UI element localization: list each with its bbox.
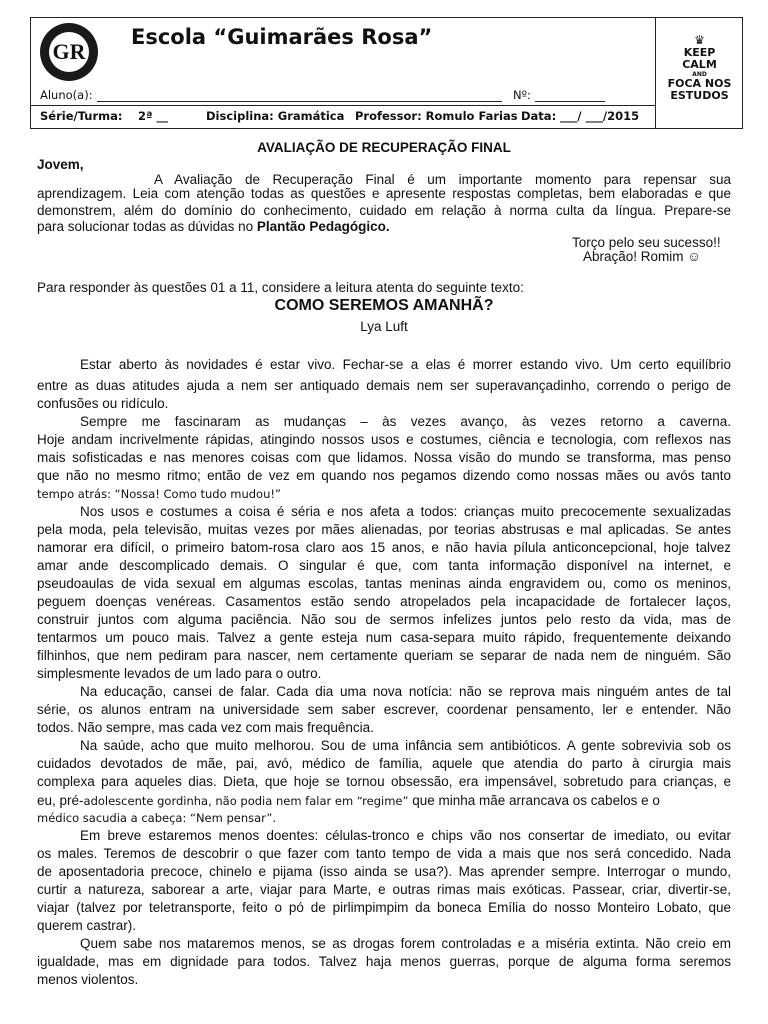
paragraph-line-mixed	[37, 793, 660, 808]
paragraph-line: tempo atrás: “Nossa! Como tudo mudou!”	[37, 487, 281, 501]
paragraph-line: peguem doenças venéreas. Casamentos estão sendo atropelados pela incapacidade de fortalecer laços,	[37, 594, 731, 609]
paragraph-line: filhinhos, que nem pediram para nascer, nem certamente queriam se separar de nada nem de ninguém. São	[37, 648, 731, 663]
paragraph-line: Sempre me fascinaram as mudanças – às vezes avanço, às vezes retorno a caverna.	[80, 414, 731, 429]
numero-input-line[interactable]	[535, 90, 605, 102]
closing-line-1: Torço pelo seu sucesso!!	[572, 235, 721, 250]
intro-line-last-text: para solucionar todas as dúvidas no	[37, 219, 257, 234]
article-author: Lya Luft	[360, 319, 408, 334]
closing-line-2: Abração! Romim ☺	[583, 249, 702, 264]
numero-field	[513, 88, 605, 102]
keep-calm-badge	[657, 20, 742, 102]
paragraph-line: Hoje andam incrivelmente rápidas, atingindo nossos usos e costumes, ciência e tecnologia, com reflexos nas	[37, 432, 731, 447]
serie-label: Série/Turma:	[40, 109, 123, 123]
paragraph-line: que não no mesmo ritmo; então de vez em quando nos pegamos dizendo como nossas mães ou avós tanto	[37, 468, 731, 483]
text-segment: adolescente gordinha, não podia nem falar em “regime”	[83, 794, 409, 808]
paragraph-line: pseudoaulas de vida sexual em algumas escolas, tantas meninas ainda engravidem ou, como os meninos,	[37, 576, 731, 591]
serie-value: 2ª __	[138, 109, 168, 123]
paragraph-line: Quem sabe nos mataremos menos, se as drogas forem controladas e a miséria extinta. Não creio em	[80, 936, 731, 951]
aluno-label: Aluno(a):	[40, 88, 93, 102]
paragraph-line: Nos usos e costumes a coisa é séria e nos afeta a todos: crianças muito precocemente sexualizadas	[80, 504, 731, 519]
paragraph-line: igualdade, mas em dignidade para todos. Talvez haja menos guerras, porque de alguma forma seremos	[37, 954, 731, 969]
paragraph-line: simplesmente levados de um lado para o outro.	[37, 666, 322, 681]
paragraph-line: de aposentadoria precoce, chinelo e pijama (isso ainda se usa?). Mas aprender sempre. Interrogar o mundo,	[37, 864, 731, 879]
header-row-line	[31, 105, 655, 106]
exam-title: AVALIAÇÃO DE RECUPERAÇÃO FINAL	[257, 140, 511, 155]
aluno-field	[40, 88, 502, 102]
school-logo	[40, 23, 98, 81]
paragraph-line: namorar era difícil, o primeiro batom-rosa claro aos 15 anos, e não havia pílula anticoncepcional, hoje talvez	[37, 540, 731, 555]
keep-calm-line-5: ESTUDOS	[670, 89, 729, 102]
professor: Professor: Romulo Farias	[355, 109, 518, 123]
instruction: Para responder às questões 01 a 11, considere a leitura atenta do seguinte texto:	[37, 280, 524, 295]
numero-label: Nº:	[513, 88, 531, 102]
header-divider	[655, 18, 656, 128]
aluno-input-line[interactable]	[97, 90, 502, 102]
school-name: Escola “Guimarães Rosa”	[131, 25, 433, 49]
paragraph-line: menos violentos.	[37, 972, 139, 987]
disciplina: Disciplina: Gramática	[206, 109, 345, 123]
paragraph-line: confusões ou ridículo.	[37, 396, 169, 411]
paragraph-line: viajar (talvez por teletransporte, feito o pó de pirlimpimpim da boneca Emília do nosso Monteiro Lobato, que	[37, 900, 731, 915]
paragraph-line: médico sacudia a cabeça: “Nem pensar”.	[37, 811, 277, 825]
plantao-pedagogico: Plantão Pedagógico.	[256, 219, 390, 234]
paragraph-line: os males. Teremos de descobrir o que fazer com tanto tempo de vida a mais que nos será concedido. Nada	[37, 846, 731, 861]
paragraph-line: Estar aberto às novidades é estar vivo. Fechar-se a elas é morrer estando vivo. Um certo equilíbrio	[80, 357, 731, 372]
paragraph-line: série, os alunos entram na universidade sem saber escrever, coordenar pensamento, ler e entender. Não	[37, 702, 731, 717]
intro-line: demonstrem, além do domínio do conhecimento, cuidado em relação à norma culta da língua. Prepare-se	[37, 203, 731, 218]
intro-line-last	[37, 219, 390, 234]
paragraph-line: Na saúde, acho que muito melhorou. Sou de uma infância sem antibióticos. A gente sobrevivia sob os	[80, 738, 731, 753]
header-box	[30, 17, 743, 129]
paragraph-line: pela moda, pela televisão, muitas vezes por mães alienadas, por teorias abstrusas e mal aplicadas. Se antes	[37, 522, 731, 537]
paragraph-line: Em breve estaremos menos doentes: células-tronco e chips vão nos consertar de imediato, ou evitar	[80, 828, 731, 843]
intro-line: A Avaliação de Recuperação Final é um importante momento para repensar sua	[154, 172, 731, 187]
paragraph-line: Na educação, cansei de falar. Cada dia uma nova notícia: não se reprova mais ninguém antes de tal	[80, 684, 731, 699]
keep-calm-line-2: CALM	[682, 58, 717, 71]
text-segment: que minha mãe arrancava os cabelos e o	[408, 793, 660, 808]
keep-calm-line-1: KEEP	[683, 46, 716, 59]
paragraph-line: entre as duas atitudes ajuda a nem ser antiquado demais nem ser superavançadinho, correndo o perigo de	[37, 378, 731, 393]
paragraph-line: mais sofisticadas e nas menores coisas com que lidamos. Nossa visão do mundo se transforma, mas penso	[37, 450, 731, 465]
paragraph-line: querem castrar).	[37, 918, 137, 933]
article-title: COMO SEREMOS AMANHÃ?	[274, 297, 494, 314]
greeting: Jovem,	[37, 157, 84, 172]
paragraph-line: curtir a natureza, saborear a arte, viajar para Marte, e outras rimas mais exóticas. Passear, criar, divertir-se,	[37, 882, 731, 897]
paragraph-line: amar ande descomplicado demais. O singular é que, com tanta informação disponível na internet, e	[37, 558, 731, 573]
data-field: Data: ___/ ___/2015	[521, 109, 640, 123]
keep-calm-line-4: FOCA NOS	[667, 77, 732, 90]
school-logo-text: GR	[49, 32, 89, 72]
paragraph-line: cuidados devotados de mãe, pai, avó, médico de família, aquele que atendia do parto à cirurgia mais	[37, 756, 731, 771]
text-segment: eu, pré-	[37, 793, 84, 808]
paragraph-line: complexa para aqueles dias. Dieta, que hoje se tornou obsessão, era impensável, sobretudo para crianças, e	[37, 774, 731, 789]
crown-icon: ♛	[694, 33, 705, 47]
paragraph-line: todos. Não sempre, mas cada vez com mais frequência.	[37, 720, 374, 735]
intro-line: aprendizagem. Leia com atenção todas as questões e apresente respostas completas, bem elaboradas e que	[37, 186, 731, 201]
paragraph-line: tentarmos um pouco mais. Talvez a gente esteja num casa-separa muito rápido, frequentemente deixando	[37, 630, 731, 645]
keep-calm-line-3: AND	[692, 71, 707, 78]
paragraph-line: construir juntos com alguma paciência. Não sou de sermos infelizes juntos pelo resto da vida, mas de	[37, 612, 731, 627]
